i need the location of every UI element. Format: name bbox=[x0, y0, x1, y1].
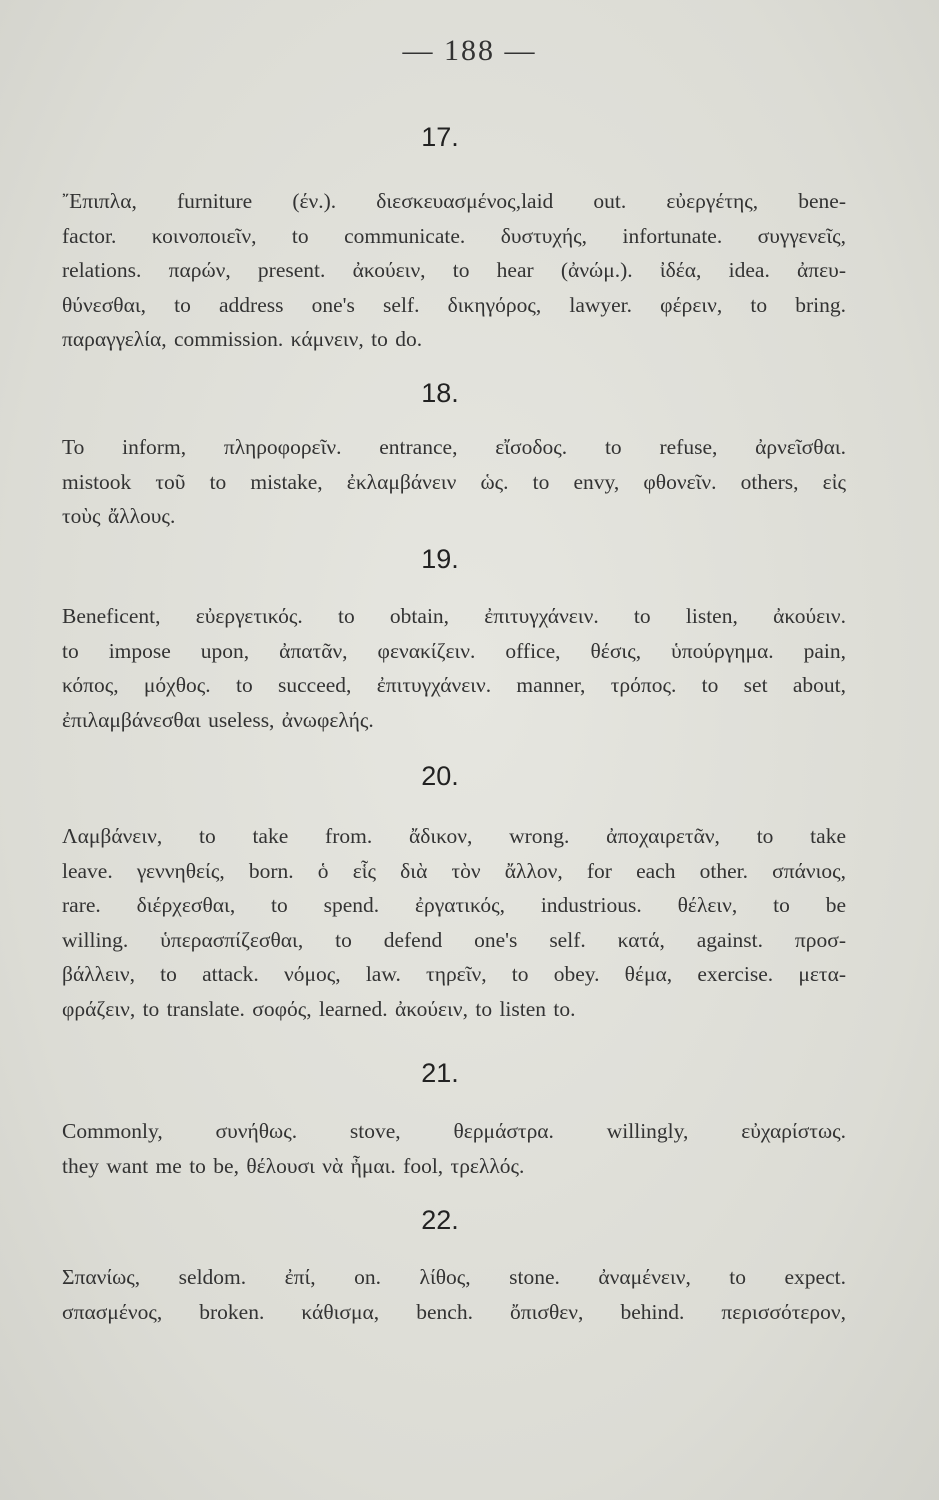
text-line: βάλλειν, to attack. νόμος, law. τηρεῖν, to obey. θέμα, exercise. μετα- bbox=[62, 962, 846, 986]
text-line: rare. διέρχεσθαι, to spend. ἐργατικός, industrious. θέλειν, to be bbox=[62, 893, 846, 917]
text-line: ἐπιλαμβάνεσθαι useless, ἀνωφελής. bbox=[62, 707, 374, 732]
section-number-18: 18. bbox=[421, 378, 459, 408]
text-line: θύνεσθαι, to address one's self. δικηγόρος, lawyer. φέρειν, to bring. bbox=[62, 292, 846, 317]
text-line: Σπανίως, seldom. ἐπί, on. λίθος, stone. ἀναμένειν, to expect. bbox=[62, 1265, 846, 1289]
text-line: κόπος, μόχθος. to succeed, ἐπιτυγχάνειν. manner, τρόπος. to set about, bbox=[62, 673, 846, 697]
text-line: To inform, πληροφορεῖν. entrance, εἴσοδος. to refuse, ἀρνεῖσθαι. bbox=[62, 435, 846, 459]
section-number-19: 19. bbox=[421, 544, 459, 574]
section-18-text bbox=[62, 430, 846, 534]
text-line: Beneficent, εὐεργετικός. to obtain, ἐπιτυγχάνειν. to listen, ἀκούειν. bbox=[62, 604, 846, 628]
text-line: to impose upon, ἀπατᾶν, φενακίζειν. office, θέσις, ὑπούργημα. pain, bbox=[62, 638, 846, 663]
text-line: mistook τοῦ to mistake, ἐκλαμβάνειν ὡς. to envy, φθονεῖν. others, εἰς bbox=[62, 469, 846, 494]
text-line: factor. κοινοποιεῖν, to communicate. δυστυχής, infortunate. συγγενεῖς, bbox=[62, 223, 846, 248]
section-21-text bbox=[62, 1114, 846, 1183]
text-line: ῎Επιπλα, furniture (έν.). διεσκευασμένος,laid out. εὐεργέτης, bene- bbox=[62, 189, 846, 213]
section-22-text bbox=[62, 1260, 846, 1329]
page-number: — 188 — bbox=[402, 34, 537, 67]
text-line: σπασμένος, broken. κάθισμα, bench. ὄπισθεν, behind. περισσότερον, bbox=[62, 1299, 846, 1324]
section-20-text bbox=[62, 819, 846, 1026]
text-line: φράζειν, to translate. σοφός, learned. ἀκούειν, to listen to. bbox=[62, 996, 576, 1021]
text-line: they want me to be, θέλουσι νὰ ἦμαι. fool, τρελλός. bbox=[62, 1153, 525, 1178]
section-19-text bbox=[62, 599, 846, 737]
section-number-20: 20. bbox=[421, 761, 459, 791]
text-line: willing. ὑπερασπίζεσθαι, to defend one's self. κατά, against. προσ- bbox=[62, 927, 846, 952]
section-number-21: 21. bbox=[421, 1058, 459, 1088]
text-line: relations. παρών, present. ἀκούειν, to hear (ἀνώμ.). ἰδέα, idea. ἀπευ- bbox=[62, 258, 846, 282]
section-number-17: 17. bbox=[421, 122, 459, 152]
text-line: Λαμβάνειν, to take from. ἄδικον, wrong. ἀποχαιρετᾶν, to take bbox=[62, 824, 846, 848]
section-17-text bbox=[62, 184, 846, 357]
text-line: leave. γεννηθείς, born. ὁ εἷς διὰ τὸν ἄλλον, for each other. σπάνιος, bbox=[62, 858, 846, 883]
text-line: τοὺς ἄλλους. bbox=[62, 504, 176, 528]
section-number-22: 22. bbox=[421, 1205, 459, 1235]
text-line: παραγγελία, commission. κάμνειν, to do. bbox=[62, 327, 423, 351]
text-line: Commonly, συνήθως. stove, θερμάστρα. willingly, εὐχαρίστως. bbox=[62, 1119, 846, 1143]
